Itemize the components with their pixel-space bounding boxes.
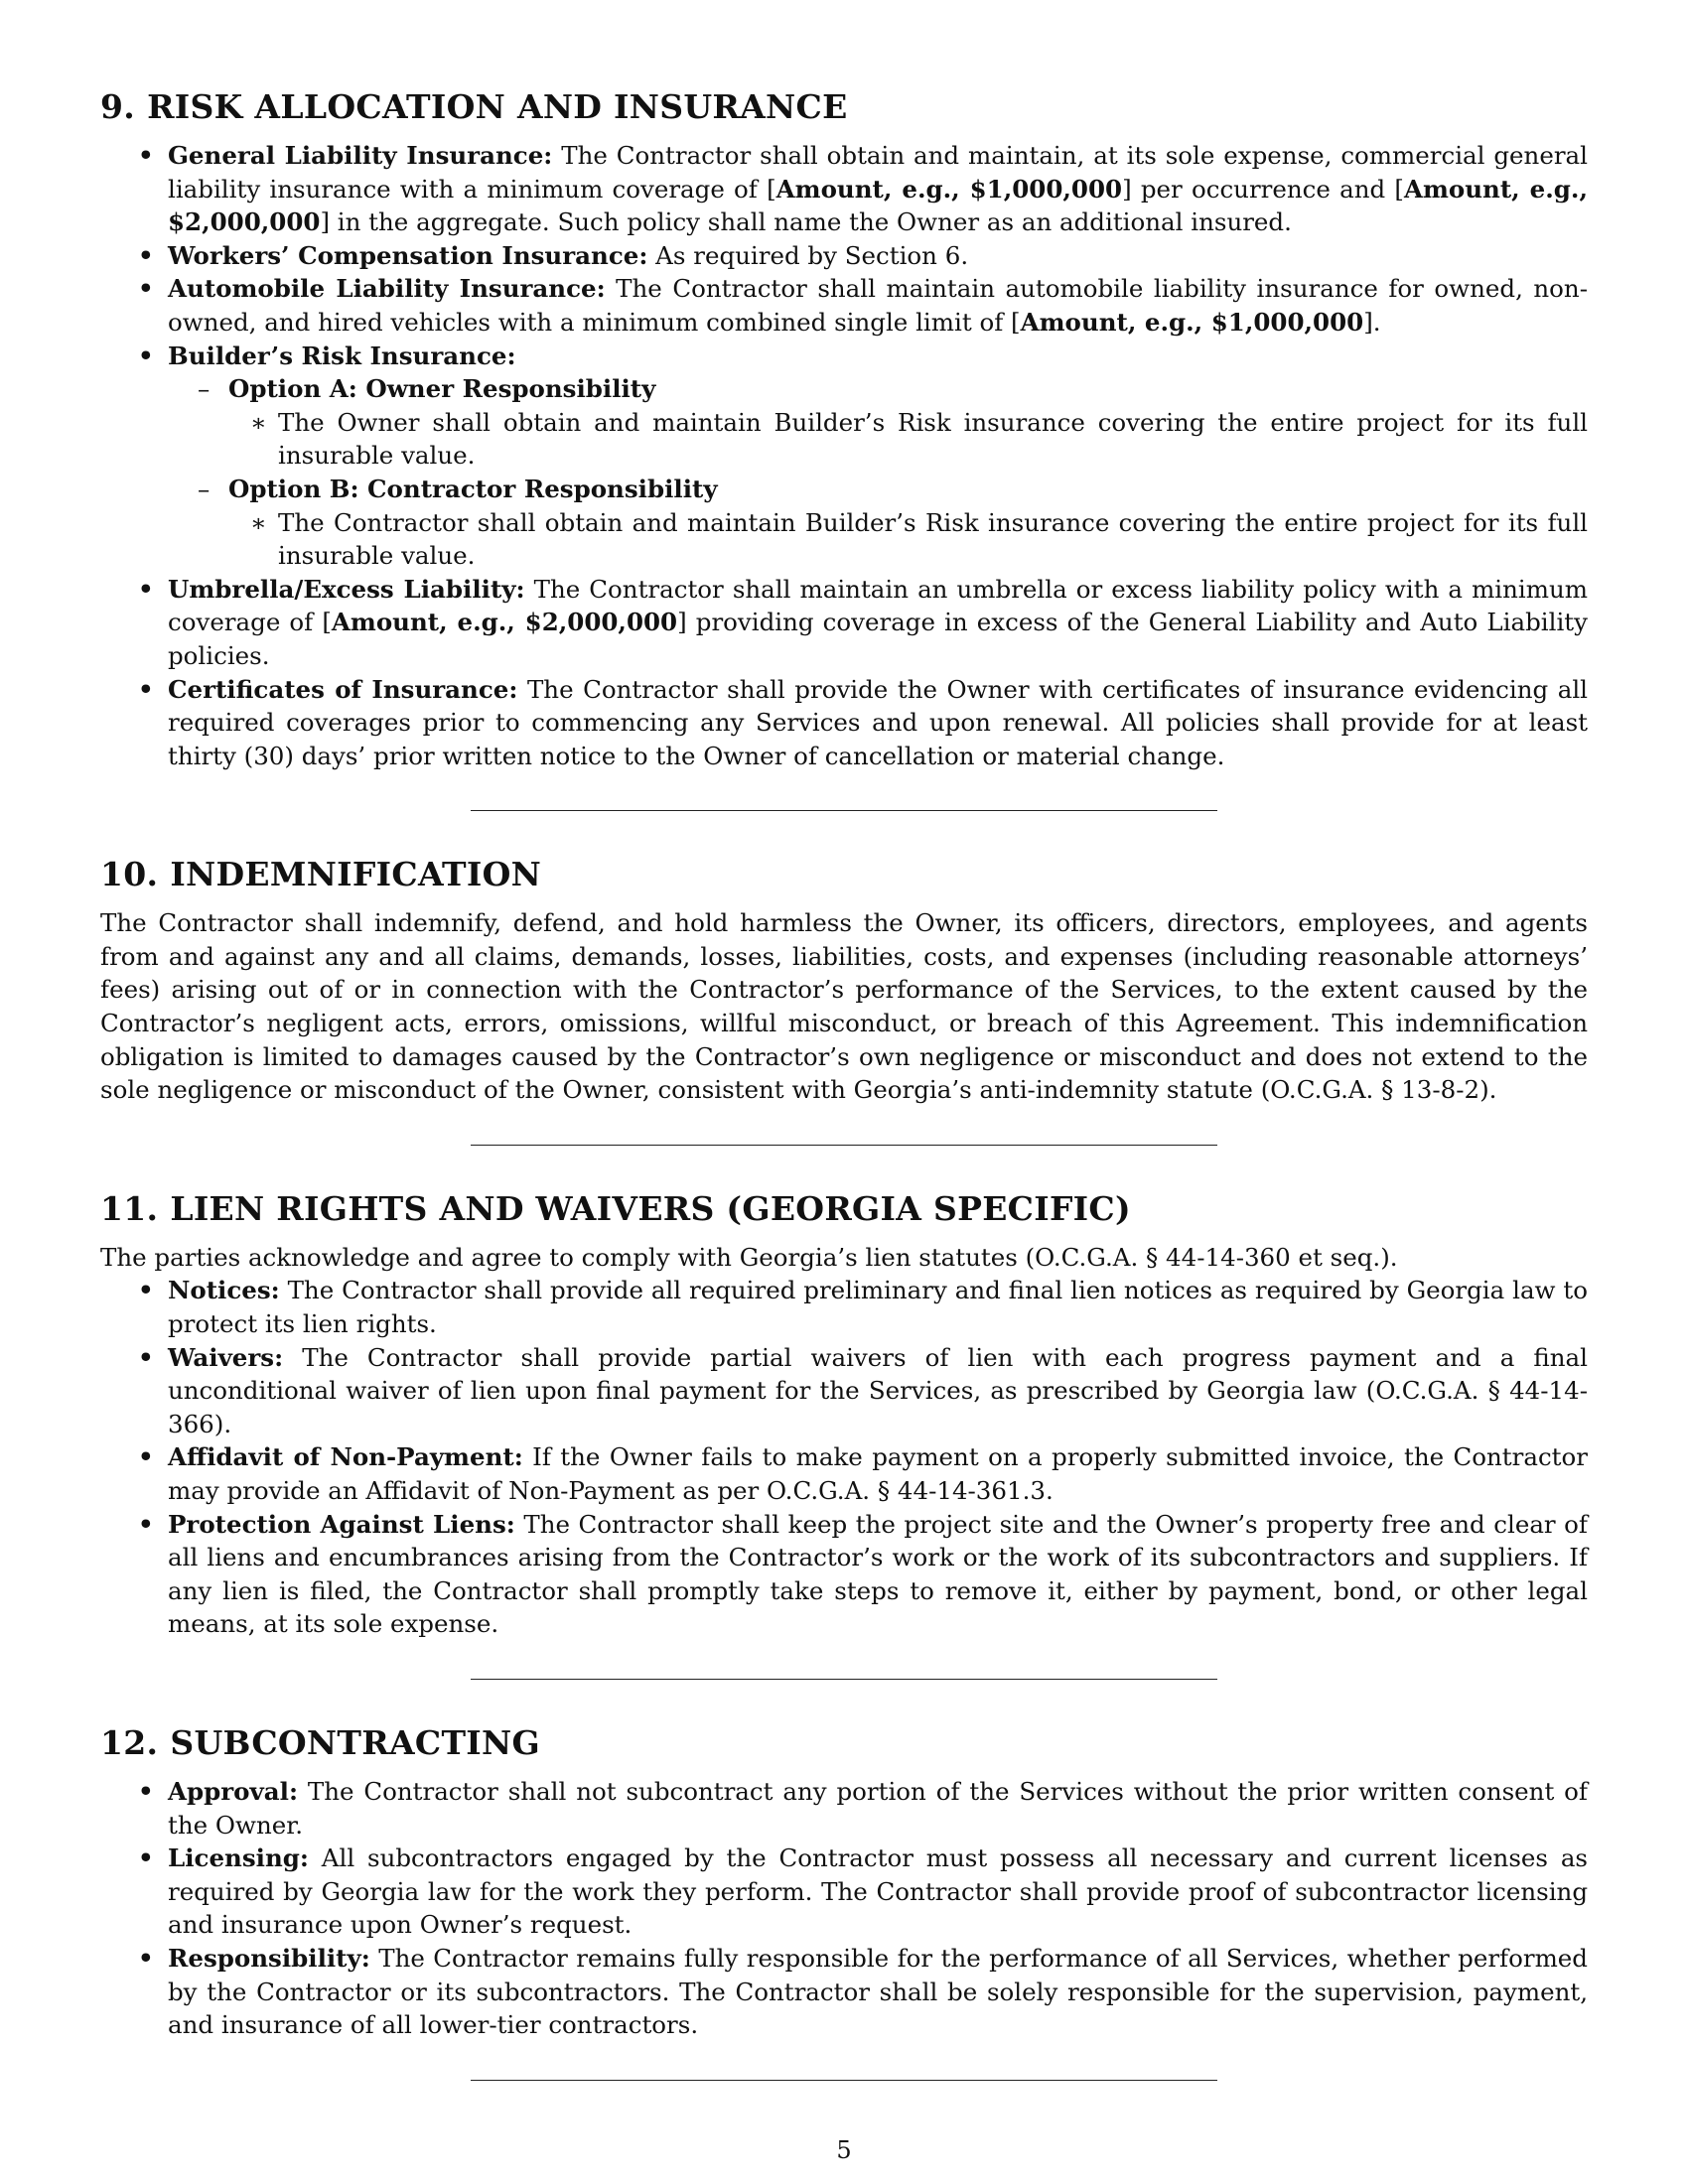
- item-label: Affidavit of Non-Payment:: [168, 1442, 523, 1472]
- item-label: Certificates of Insurance:: [168, 674, 518, 704]
- lien-intro-paragraph: The parties acknowledge and agree to comply with Georgia’s lien statutes (O.C.G.A. § 44-14-360 et seq.).: [100, 1242, 1398, 1272]
- list-item-umbrella: [100, 573, 1588, 673]
- amount-placeholder: Amount, e.g., $1,000,000: [1020, 307, 1364, 337]
- item-label: Licensing:: [168, 1843, 309, 1873]
- item-label: Builder’s Risk Insurance:: [168, 341, 516, 370]
- bullet-icon: •: [138, 141, 154, 170]
- list-item: [100, 1274, 1588, 1340]
- item-label: Umbrella/Excess Liability:: [168, 574, 525, 604]
- subcontracting-list: [100, 1775, 1588, 2042]
- bullet-icon: •: [138, 1342, 154, 1372]
- bullet-icon: •: [138, 240, 154, 270]
- option-label: Option A: Owner Responsibility: [228, 374, 656, 404]
- section-number: 10.: [100, 855, 159, 894]
- section-title: LIEN RIGHTS AND WAIVERS (GEORGIA SPECIFIC): [170, 1188, 1131, 1228]
- item-text: The Contractor shall keep the project site and the Owner’s property free and clear of all liens and encumbrances arising from the Contractor’s work or the work of its subcontractors and suppliers. If any lien is filed, the Contractor shall promptly take steps to remove it, either by payment, bond, or other legal means, at its sole expense.: [168, 1509, 1588, 1639]
- list-item: [100, 1508, 1588, 1641]
- list-item-auto-liability: [100, 272, 1588, 339]
- item-text: As required by Section 6.: [647, 240, 969, 270]
- bullet-icon: •: [138, 574, 154, 604]
- page-number: 5: [836, 2136, 852, 2164]
- bullet-icon: •: [138, 341, 154, 370]
- section-10-heading: [100, 855, 1588, 894]
- list-item: [100, 1842, 1588, 1942]
- section-title: RISK ALLOCATION AND INSURANCE: [147, 87, 848, 126]
- bullet-icon: •: [138, 1843, 154, 1873]
- item-text: The Contractor shall obtain and maintain, at its sole expense, commercial general liability insurance with a minimum coverage of [: [168, 141, 1588, 204]
- list-item-general-liability: [100, 139, 1588, 239]
- list-item-builders-risk: [100, 340, 1588, 573]
- section-9-heading: [100, 87, 1588, 127]
- section-11-heading: [100, 1189, 1588, 1229]
- option-b: [168, 473, 1588, 573]
- item-text: The Contractor shall obtain and maintain Builder’s Risk insurance covering the entire project for its full insurable value.: [278, 507, 1588, 571]
- asterisk-icon: ∗: [250, 407, 267, 437]
- item-text: ] in the aggregate. Such policy shall name the Owner as an additional insured.: [320, 207, 1292, 237]
- list-item: [100, 1775, 1588, 1842]
- section-12-heading: [100, 1723, 1588, 1763]
- item-text: ] per occurrence and [: [1122, 174, 1404, 204]
- item-text: The Contractor shall maintain automobile liability insurance for owned, non-owned, and hired vehicles with a minimum combined single limit of [: [168, 274, 1588, 337]
- item-label: Approval:: [168, 1776, 298, 1806]
- item-label: Workers’ Compensation Insurance:: [168, 240, 648, 270]
- item-label: General Liability Insurance:: [168, 141, 553, 170]
- section-divider: [471, 2080, 1217, 2081]
- item-text: The Owner shall obtain and maintain Builder’s Risk insurance covering the entire project for its full insurable value.: [278, 407, 1588, 471]
- item-text: The Contractor shall maintain an umbrella or excess liability policy with a minimum coverage of [: [168, 574, 1588, 637]
- list-item: [100, 1341, 1588, 1441]
- bullet-icon: •: [138, 1943, 154, 1973]
- section-title: INDEMNIFICATION: [170, 855, 542, 894]
- item-label: Waivers:: [168, 1342, 284, 1372]
- bullet-icon: •: [138, 1276, 154, 1305]
- item-text: The Contractor shall provide the Owner with certificates of insurance evidencing all required coverages prior to commencing any Services and upon renewal. All policies shall provide for at least thirty (30) days’ prior written notice to the Owner of cancellation or material change.: [168, 674, 1589, 770]
- item-text: If the Owner fails to make payment on a properly submitted invoice, the Contractor may provide an Affidavit of Non-Payment as per O.C.G.A. § 44-14-361.3.: [168, 1442, 1588, 1505]
- item-text: The Contractor shall not subcontract any portion of the Services without the prior written consent of the Owner.: [168, 1776, 1588, 1840]
- bullet-icon: •: [138, 1442, 154, 1472]
- bullet-icon: •: [138, 674, 154, 704]
- section-divider: [471, 810, 1217, 811]
- option-a: [168, 372, 1588, 473]
- item-text: The Contractor shall provide partial waivers of lien with each progress payment and a final unconditional waiver of lien upon final payment for the Services, as prescribed by Georgia law (O.C.G.A. § 44-14-366).: [168, 1342, 1588, 1438]
- list-item: [100, 1942, 1588, 2042]
- section-divider: [471, 1679, 1217, 1680]
- option-a-text: [228, 406, 1588, 473]
- item-label: Responsibility:: [168, 1943, 370, 1973]
- item-text: The Contractor shall provide all required preliminary and final lien notices as required by Georgia law to protect its lien rights.: [168, 1276, 1588, 1339]
- amount-placeholder: Amount, e.g., $2,000,000: [331, 608, 678, 637]
- section-number: 9.: [100, 87, 136, 126]
- builders-risk-options: [168, 372, 1588, 573]
- amount-placeholder: Amount, e.g., $2,000,000: [168, 174, 1588, 237]
- item-text: ].: [1363, 307, 1381, 337]
- bullet-icon: •: [138, 274, 154, 304]
- bullet-icon: •: [138, 1776, 154, 1806]
- option-a-details: [228, 406, 1588, 473]
- item-text: ] providing coverage in excess of the General Liability and Auto Liability policies.: [168, 608, 1588, 670]
- bullet-icon: •: [138, 1509, 154, 1539]
- lien-list: [100, 1274, 1588, 1641]
- section-divider: [471, 1145, 1217, 1146]
- dash-icon: –: [198, 474, 211, 503]
- item-label: Automobile Liability Insurance:: [168, 274, 606, 304]
- list-item-certificates: [100, 673, 1588, 773]
- amount-placeholder: Amount, e.g., $1,000,000: [775, 174, 1123, 204]
- item-text: The Contractor remains fully responsible for the performance of all Services, whether performed by the Contractor or its subcontractors. The Contractor shall be solely responsible for the supervision, payment, and insurance of all lower-tier contractors.: [168, 1943, 1588, 2040]
- list-item-workers-comp: [100, 239, 1588, 273]
- insurance-list: [100, 139, 1588, 772]
- section-number: 12.: [100, 1722, 159, 1762]
- option-b-details: [228, 506, 1588, 573]
- item-label: Notices:: [168, 1276, 280, 1305]
- dash-icon: –: [198, 374, 211, 404]
- section-title: SUBCONTRACTING: [170, 1722, 540, 1762]
- item-label: Protection Against Liens:: [168, 1509, 515, 1539]
- document-page: [100, 87, 1588, 2124]
- indemnification-paragraph: The Contractor shall indemnify, defend, and hold harmless the Owner, its officers, directors, employees, and agents from and against any and all claims, demands, losses, liabilities, costs, and expenses (including reasonable attorneys’ fees) arising out of or in connection with the Contractor’s performance of the Services, to the extent caused by the Contractor’s negligent acts, errors, omissions, willful misconduct, or breach of this Agreement. This indemnification obligation is limited to damages caused by the Contractor’s own negligence or misconduct and does not extend to the sole negligence or misconduct of the Owner, consistent with Georgia’s anti-indemnity statute (O.C.G.A. § 13-8-2).: [100, 908, 1588, 1105]
- item-text: All subcontractors engaged by the Contractor must possess all necessary and current licenses as required by Georgia law for the work they perform. The Contractor shall provide proof of subcontractor licensing and insurance upon Owner’s request.: [168, 1843, 1588, 1940]
- option-label: Option B: Contractor Responsibility: [228, 474, 718, 503]
- section-number: 11.: [100, 1188, 159, 1228]
- asterisk-icon: ∗: [250, 507, 267, 537]
- list-item: [100, 1440, 1588, 1507]
- option-b-text: [228, 506, 1588, 573]
